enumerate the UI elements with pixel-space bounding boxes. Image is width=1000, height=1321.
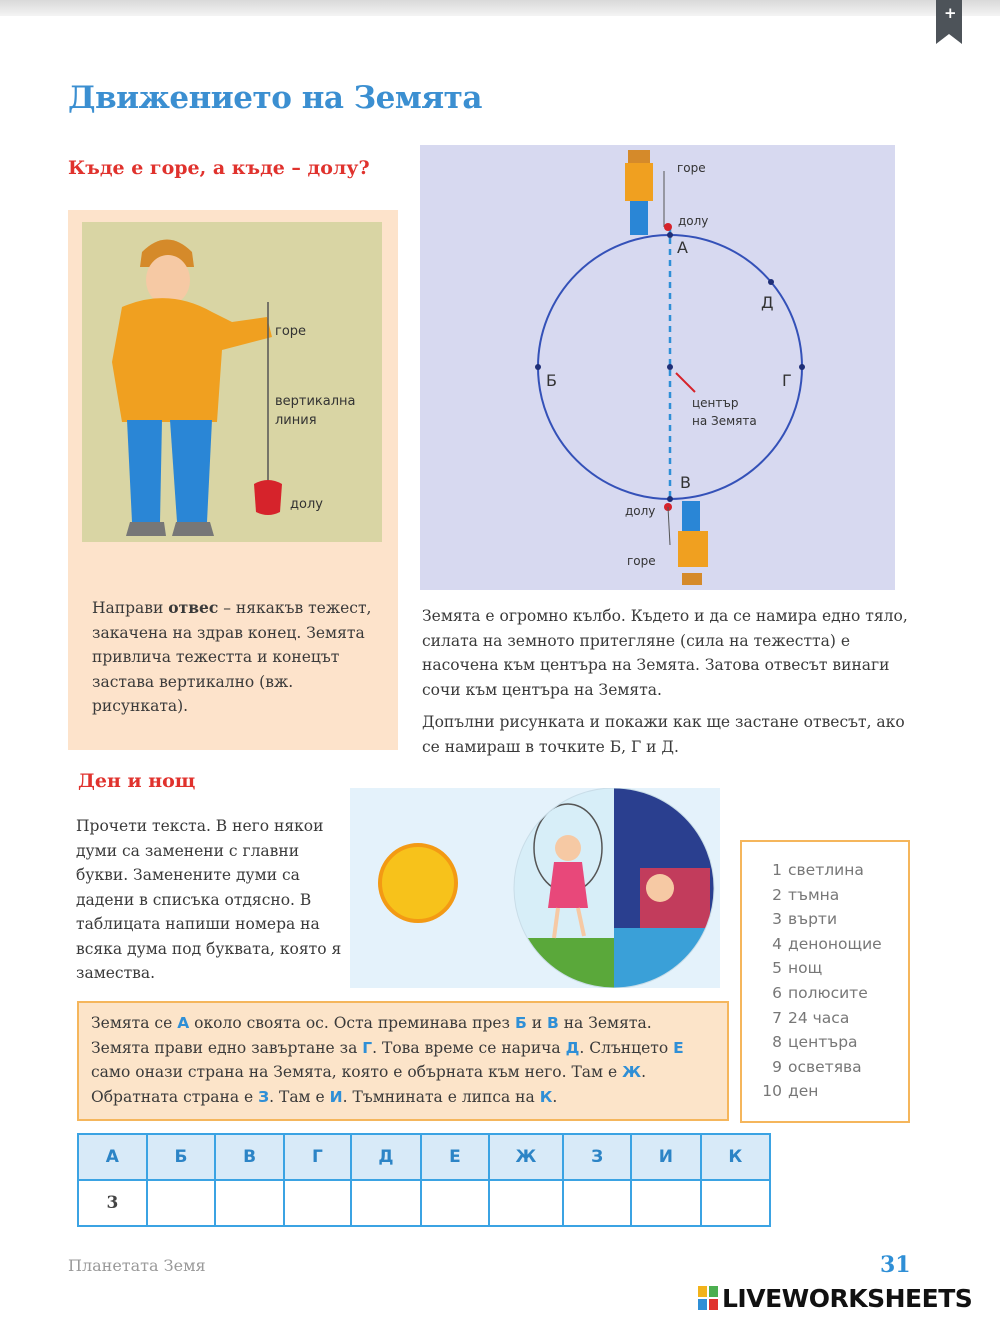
word-list-item [760,1079,908,1104]
letter-zh: Ж [622,1063,642,1081]
word-number: 6 [772,983,782,1002]
text-part: . Обратната страна е [91,1063,647,1106]
text-part: . Слънцето [579,1038,674,1057]
text-part: . Това време се нарича [372,1038,566,1057]
word-text: 24 часа [788,1008,850,1027]
answer-cell [421,1180,489,1226]
plus-icon: + [944,4,957,22]
word-number: 3 [772,910,782,929]
top-weight [664,223,672,231]
word-list-item [760,907,908,932]
word-number: 7 [772,1008,782,1027]
letter-e: Е [673,1038,684,1057]
grass [514,938,614,988]
word-list-item [760,956,908,981]
answer-table [77,1133,771,1227]
left-leg [127,420,162,522]
table-header-cell: А [78,1134,147,1180]
liveworksheets-brand[interactable]: LIVEWORKSHEETS [722,1284,973,1313]
answer-cell [701,1180,770,1226]
text-part: и [526,1014,547,1032]
point-a-label: А [677,238,688,257]
word-text: нощ [788,959,823,978]
label-vertical: вертикална [275,394,356,409]
text-part: – някакъв тежест, закачена на здрав конец. Земята привлича тежестта и конецът застава вертикално (вж. рисунката). [92,599,372,715]
text-part: само онази страна на Земята, която е обърната към него. Там е [91,1063,623,1081]
point-b-dot [535,364,541,370]
word-list-item [760,932,908,957]
point-g-dot [799,364,805,370]
word-text: осветява [788,1057,862,1076]
point-d-dot [768,279,774,285]
center-arrow [676,373,695,392]
word-number: 2 [772,885,782,904]
word-list-item [760,1006,908,1031]
answer-input[interactable] [352,1181,420,1225]
earth-gravity-diagram [420,145,895,590]
text-part: около своята ос. Оста преминава през [189,1014,515,1032]
answer-cell [284,1180,351,1226]
label-up: горе [275,324,307,339]
answer-input[interactable] [490,1181,563,1225]
day-night-illustration [350,788,720,988]
bottom-up-label: горе [627,554,656,568]
word-list-item [760,1055,908,1080]
answer-input-row [78,1180,770,1226]
table-header-cell: И [631,1134,701,1180]
day-night-text-box [77,1001,729,1121]
section-heading-day-night: Ден и нощ [78,770,196,792]
gravity-explanation: Земята е огромно кълбо. Където и да се намира едно тяло, силата на земното притегляне (сила на тежестта) е насочена към центъра на Земята. Затова отвесът винаги сочи към центъра на Земята. [422,607,908,699]
plumb-line-instructions [92,596,387,719]
answer-cell [631,1180,701,1226]
text-part: Земята се [91,1014,178,1032]
answer-header-row [78,1134,770,1180]
center-label-1: център [692,396,739,410]
answer-input[interactable] [216,1181,283,1225]
table-header-cell: К [701,1134,770,1180]
letter-i: И [329,1087,343,1106]
answer-cell [351,1180,421,1226]
point-d-label: Д [761,293,774,312]
word-list-item [760,981,908,1006]
answer-input[interactable] [285,1181,350,1225]
answer-input[interactable] [564,1181,630,1225]
sun-icon [380,845,456,921]
right-leg [170,420,212,522]
bottom-boy-body [678,531,708,567]
table-header-cell: Г [284,1134,351,1180]
letter-v: В [546,1014,559,1032]
text-part: Направи [92,599,169,617]
point-g-label: Г [782,371,792,390]
top-boy-cap [628,150,650,164]
bottom-boy-cap [682,573,702,585]
point-v-label: В [680,473,691,492]
letter-k: К [539,1087,553,1106]
day-night-instructions: Прочети текста. В него някои думи са заменени с главни букви. Заменените думи са дадени в списъка отдясно. В таблицата напиши номера на всяка дума под буквата, която я замества. [76,817,342,982]
letter-g: Г [362,1038,373,1057]
word-text: светлина [788,861,864,879]
right-shoe [172,522,214,536]
text-part: . Тъмнината е липса на [342,1087,540,1106]
answer-input[interactable] [702,1181,769,1225]
answer-input[interactable] [148,1181,215,1225]
word-text: центъра [788,1033,858,1052]
point-a-dot [667,232,673,238]
answer-cell [215,1180,284,1226]
bottom-boy-legs [682,501,700,531]
page-title: Движението на Земята [68,80,482,116]
label-line: линия [275,413,317,428]
center-dot [667,364,673,370]
answer-input[interactable] [79,1181,146,1225]
top-boy-body [625,163,653,201]
word-text: денонощие [788,934,882,953]
text-part: на Земята. Земята прави едно завъртане за [91,1014,652,1057]
letter-z: З [258,1087,270,1106]
text-part: . Там е [269,1087,330,1106]
word-text: тъмна [788,885,840,904]
word-number: 1 [772,861,782,879]
boy-with-plumb-line-illustration [82,222,382,542]
answer-cell [78,1180,147,1226]
plumb-task: Допълни рисунката и покажи как ще застане отвесът, ако се намираш в точките Б, Г и Д. [422,713,905,756]
text-part: . [552,1087,558,1106]
center-label-2: на Земята [692,414,757,428]
left-shoe [126,522,166,536]
table-header-cell: Е [421,1134,489,1180]
liveworksheets-logo-icon [698,1286,718,1310]
blanket [614,928,714,988]
word-number: 5 [772,959,782,978]
answer-cell [563,1180,631,1226]
table-header-cell: В [215,1134,284,1180]
boy-face [146,255,190,305]
answer-input[interactable] [422,1181,488,1225]
word-text: върти [788,910,838,929]
word-number: 9 [772,1057,782,1076]
bottom-string [668,507,670,545]
point-v-dot [667,496,673,502]
plumb-weight [254,480,282,515]
word-text: полюсите [788,983,868,1002]
answer-input[interactable] [632,1181,700,1225]
answer-cell [147,1180,216,1226]
label-down: долу [290,497,323,512]
bold-term-plumb: отвес [168,598,219,617]
bottom-down-label: долу [625,504,656,518]
table-header-cell: Б [147,1134,216,1180]
girl-face [555,835,581,861]
word-number: 10 [762,1082,782,1101]
top-up-label: горе [677,161,706,175]
letter-d: Д [565,1038,580,1057]
table-header-cell: Д [351,1134,421,1180]
table-header-cell: Ж [489,1134,564,1180]
word-list-item [760,858,908,883]
girl-dress [548,862,588,908]
top-down-label: долу [678,214,709,228]
word-text: ден [788,1082,819,1101]
word-list-item [760,883,908,908]
top-boy-legs [630,201,648,235]
letter-a: А [177,1014,190,1032]
word-list-item [760,1030,908,1055]
top-shadow-bar [0,0,1000,16]
answer-cell [489,1180,564,1226]
word-number: 4 [772,934,782,953]
table-header-cell: З [563,1134,631,1180]
sleeping-child-face [646,874,674,902]
letter-b: Б [514,1014,527,1032]
section-heading-up-down: Къде е горе, а къде – долу? [68,157,370,179]
word-list [740,840,910,1123]
word-number: 8 [772,1033,782,1052]
footer-chapter: Планетата Земя [68,1256,206,1275]
page-number: 31 [880,1252,911,1278]
point-b-label: Б [546,371,557,390]
